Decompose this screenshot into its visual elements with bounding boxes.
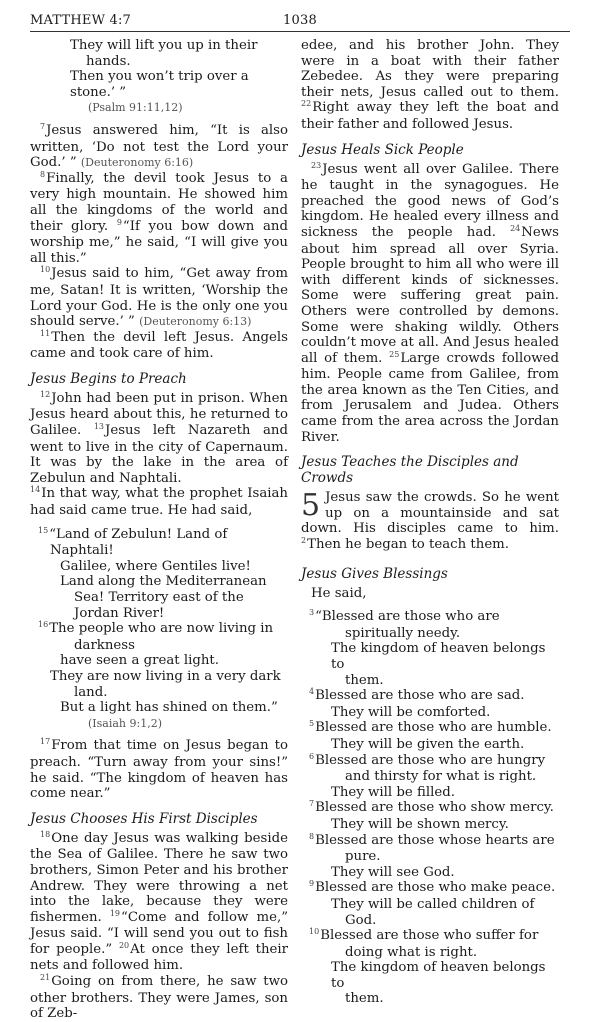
poem-line: The kingdom of heaven belongs to xyxy=(331,641,546,672)
verse-7 xyxy=(30,123,288,171)
section-heading: Jesus Heals Sick People xyxy=(301,141,464,158)
poem-line: pure. xyxy=(345,849,381,865)
intro-line: He said, xyxy=(311,585,367,601)
running-header xyxy=(30,8,570,30)
psalm-quote xyxy=(30,38,288,100)
chapter-5-verse-1 xyxy=(301,490,559,553)
chapter-number: 5 xyxy=(301,488,321,524)
poem-line xyxy=(30,621,288,638)
verse-11 xyxy=(30,330,288,362)
poem-line xyxy=(301,609,559,626)
spacer xyxy=(301,601,559,609)
verse-8 xyxy=(30,171,288,267)
poem-text: Blessed are those who are humble. xyxy=(315,720,552,736)
poem-line: them. xyxy=(345,991,384,1007)
poem-line: They will be called children of xyxy=(331,896,535,912)
page-number: 1038 xyxy=(283,13,317,28)
verse-text: John had been put in prison. When Jesus heard about this, he returned to Galilee. xyxy=(30,390,288,439)
poem-line: Sea! Territory east of the xyxy=(74,590,244,605)
verse-text: From that time on Jesus began to preach. “Turn away from your sins!” he said. “The kingdom of heaven has come near.” xyxy=(30,738,288,802)
verse-number: 13 xyxy=(93,422,104,432)
verse-text: Large crowds followed him. People came from Galilee, from the area known as the Ten Cities, and from Jerusalem and Judea. Others came from the area across the Jordan River. xyxy=(301,350,559,445)
verse-text: At once they left their nets and followed him. xyxy=(30,941,288,974)
verse-text: Jesus said to him, “Get away from me, Satan! It is written, ‘Worship the Lord your God. He is the only one you should serve.’ ” xyxy=(30,266,288,330)
verse-number: 8 xyxy=(40,169,46,179)
verse-number: 25 xyxy=(389,349,400,359)
verse-10 xyxy=(30,266,288,329)
verse-number: 12 xyxy=(40,389,51,399)
verse-text: edee, and his brother John. They were in a boat with their father Zebedee. As they were preparing their nets, Jesus called out to them. xyxy=(301,38,559,100)
poem-line xyxy=(301,833,559,850)
verse-text: “Come and follow me,” Jesus said. “I will send you out to fish for people.” xyxy=(30,909,288,957)
book-reference: MATTHEW 4:7 xyxy=(30,13,132,28)
verse-number: 22 xyxy=(301,99,312,109)
poem-text: Blessed are those who show mercy. xyxy=(315,800,554,816)
verse-text: “If you bow down and worship me,” he said, “I will give you all this.” xyxy=(30,218,288,266)
beatitudes xyxy=(301,609,559,1007)
section-heading: Jesus Teaches the Disciples and Crowds xyxy=(301,454,519,487)
right-column xyxy=(301,38,559,1007)
poem-line: them. xyxy=(345,672,384,688)
verse-text: Finally, the devil took Jesus to a very high mountain. He showed him all the kingdoms of the world and their glory. xyxy=(30,170,288,234)
poem-text: Blessed are those who are sad. xyxy=(315,688,525,704)
verse-number: 7 xyxy=(40,121,46,131)
verse-number: 4 xyxy=(309,687,315,697)
poem-line: and thirsty for what is right. xyxy=(345,769,537,785)
poem-line: Then you won’t trip over a stone.’ ” xyxy=(70,69,249,100)
left-column xyxy=(30,38,288,1022)
verse-number: 21 xyxy=(40,973,51,983)
verse-23 xyxy=(301,162,559,446)
citation: (Deuteronomy 6:16) xyxy=(80,156,194,170)
verse-21-continued xyxy=(301,38,559,133)
verse-number: 17 xyxy=(40,737,51,747)
verse-text: One day Jesus was walking beside the Sea of Galilee. There he saw two brothers, Simon Peter and his brother Andrew. They were throwing a net into the lake, because they were fishermen. xyxy=(30,830,288,925)
poem-line: Galilee, where Gentiles live! xyxy=(60,558,251,574)
isaiah-quote xyxy=(30,527,288,716)
citation: (Psalm 91:11,12) xyxy=(88,101,183,115)
poem-line xyxy=(301,753,559,770)
header-rule xyxy=(30,31,570,32)
verse-number: 6 xyxy=(309,751,315,761)
poem-text: Blessed are those who make peace. xyxy=(315,880,556,896)
poem-line: spiritually needy. xyxy=(345,625,461,641)
verse-text: Jesus went all over Galilee. There he taught in the synagogues. He preached the good news of God’s kingdom. He healed every illness and sickness the people had. xyxy=(301,161,559,240)
poem-line: The kingdom of heaven belongs to xyxy=(331,960,546,991)
poem-line: They will be filled. xyxy=(331,784,455,800)
verse-text: Then he began to teach them. xyxy=(307,537,510,553)
verse-text: Jesus left Nazareth and went to live in the city of Capernaum. It was by the lake in the area of Zebulun and Naphtali. xyxy=(30,423,288,486)
poem-line: have seen a great light. xyxy=(60,653,219,669)
verse-number: 10 xyxy=(40,265,51,275)
verse-number: 8 xyxy=(309,831,315,841)
verse-number: 7 xyxy=(309,799,315,809)
poem-text: Blessed are those who are hungry xyxy=(315,752,546,768)
verse-number: 10 xyxy=(309,927,320,937)
verse-number: 9 xyxy=(309,879,315,889)
verse-text: News about him spread all over Syria. People brought to him all who were ill with different kinds of sicknesses. Some were suffering great pain. Others were controlled by demons. Some were shaking wildly. Others couldn’t move at all. And Jesus healed all of them. xyxy=(301,224,559,366)
verse-14 xyxy=(30,486,288,518)
poem-text: Blessed are those who suffer for xyxy=(320,928,539,944)
citation: (Isaiah 9:1,2) xyxy=(88,716,162,730)
verse-text: Right away they left the boat and their father and followed Jesus. xyxy=(301,100,559,132)
poem-line xyxy=(301,688,559,705)
verse-text: Jesus answered him, “It is also written, ‘Do not test the Lord your God.’ ” xyxy=(30,122,288,171)
poem-line: They are now living in a very dark xyxy=(50,668,281,684)
poem-line: They will be given the earth. xyxy=(331,736,525,752)
section-heading: Jesus Begins to Preach xyxy=(30,370,187,387)
poem-line: They will be shown mercy. xyxy=(331,816,509,832)
poem-line: God. xyxy=(345,912,377,928)
verse-21 xyxy=(30,974,288,1022)
poem-text: “Blessed are those who are xyxy=(315,609,500,625)
verse-text: Then the devil left Jesus. Angels came and took care of him. xyxy=(30,329,288,362)
poem-line: But a light has shined on them.” xyxy=(60,700,278,716)
citation: (Deuteronomy 6:13) xyxy=(139,315,252,329)
verse-number: 14 xyxy=(30,485,41,495)
section-heading: Jesus Chooses His First Disciples xyxy=(30,810,258,827)
verse-number: 20 xyxy=(118,940,130,950)
verse-number: 9 xyxy=(116,217,122,227)
poem-line: doing what is right. xyxy=(345,944,478,960)
verse-18 xyxy=(30,831,288,974)
poem-line xyxy=(301,928,559,945)
poem-line: They will be comforted. xyxy=(331,704,491,720)
verse-number: 2 xyxy=(301,536,307,546)
verse-number: 11 xyxy=(40,328,51,338)
poem-line xyxy=(301,880,559,897)
verse-text: In that way, what the prophet Isaiah had said came true. He had said, xyxy=(30,486,288,519)
poem-text: “Land of Zebulun! Land of Naphtali! xyxy=(49,526,228,559)
poem-line: Jordan River! xyxy=(74,605,165,621)
poem-text: Blessed are those whose hearts are xyxy=(315,832,555,848)
verse-17 xyxy=(30,738,288,801)
poem-line: land. xyxy=(74,684,108,700)
verse-text: Going on from there, he saw two other brothers. They were James, son of Zeb- xyxy=(30,974,288,1022)
poem-line: They will see God. xyxy=(331,864,455,880)
verse-number: 23 xyxy=(311,160,322,170)
poem-line: Land along the Mediterranean xyxy=(60,574,267,590)
poem-line: darkness xyxy=(74,637,135,653)
verse-text: Jesus saw the crowds. So he went up on a mountainside and sat down. His disciples came to him. xyxy=(301,490,559,537)
poem-line xyxy=(301,720,559,737)
spacer xyxy=(30,519,288,527)
verse-number: 3 xyxy=(309,608,315,618)
section-heading: Jesus Gives Blessings xyxy=(301,565,448,582)
verse-number: 5 xyxy=(309,719,315,729)
verse-12 xyxy=(30,391,288,487)
verse-number: 19 xyxy=(109,908,121,918)
verse-number: 15 xyxy=(38,525,49,535)
poem-line xyxy=(301,800,559,817)
poem-line: They will lift you up in their xyxy=(70,38,258,53)
verse-number: 18 xyxy=(40,829,51,839)
poem-line xyxy=(30,527,288,559)
poem-text: The people who are now living in xyxy=(49,621,274,637)
poem-line: hands. xyxy=(86,53,131,69)
verse-number: 24 xyxy=(510,223,521,233)
verse-number: 16 xyxy=(38,620,49,630)
